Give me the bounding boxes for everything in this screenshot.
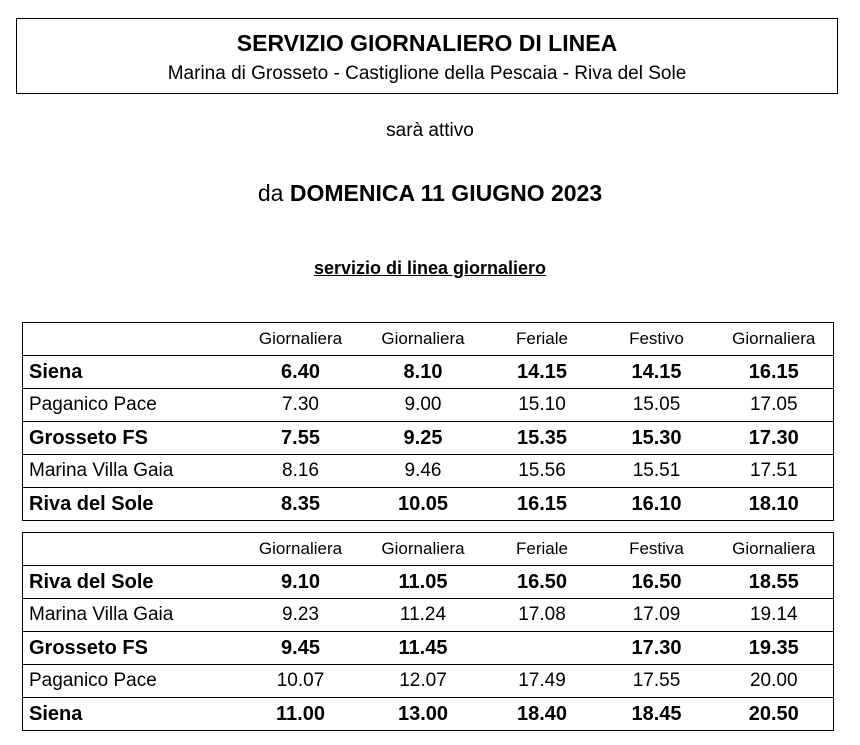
departure-time: 13.00: [361, 698, 486, 731]
table-row: [23, 632, 834, 665]
departure-time: 9.45: [241, 632, 361, 665]
departure-time: 12.07: [361, 665, 486, 698]
stop-name: Paganico Pace: [23, 665, 241, 698]
departure-time: 8.35: [241, 488, 361, 521]
departure-time: 6.40: [241, 356, 361, 389]
departure-time: 17.09: [599, 599, 715, 632]
departure-time: 9.46: [361, 455, 486, 488]
departure-time: 17.30: [715, 422, 834, 455]
table-row: [23, 566, 834, 599]
timetable-outbound: [22, 322, 834, 521]
table-row: [23, 599, 834, 632]
day-type-header: Giornaliera: [715, 533, 834, 566]
timetable-body: [23, 323, 834, 521]
header-corner-cell: [23, 533, 241, 566]
departure-time: 20.50: [715, 698, 834, 731]
day-type-header: Giornaliera: [361, 323, 486, 356]
departure-time: 17.08: [486, 599, 599, 632]
day-type-header: Feriale: [486, 323, 599, 356]
day-type-header: Festivo: [599, 323, 715, 356]
departure-time: 9.23: [241, 599, 361, 632]
departure-time: 16.50: [599, 566, 715, 599]
departure-time: 17.30: [599, 632, 715, 665]
departure-time: 11.45: [361, 632, 486, 665]
header-box: [16, 18, 838, 94]
departure-time: 18.45: [599, 698, 715, 731]
stop-name: Riva del Sole: [23, 488, 241, 521]
departure-time: 15.05: [599, 389, 715, 422]
header-row: [23, 323, 834, 356]
table-row: [23, 356, 834, 389]
departure-time: 17.05: [715, 389, 834, 422]
date-value: DOMENICA 11 GIUGNO 2023: [289, 180, 603, 206]
departure-time: 7.55: [241, 422, 361, 455]
departure-time: 15.10: [486, 389, 599, 422]
departure-time: 19.35: [715, 632, 834, 665]
departure-time: 15.35: [486, 422, 599, 455]
departure-time: 8.16: [241, 455, 361, 488]
departure-time: 17.49: [486, 665, 599, 698]
departure-time: 15.30: [599, 422, 715, 455]
departure-time: 16.10: [599, 488, 715, 521]
stop-name: Marina Villa Gaia: [23, 455, 241, 488]
day-type-header: Giornaliera: [241, 533, 361, 566]
departure-time: 17.51: [715, 455, 834, 488]
departure-time: 15.56: [486, 455, 599, 488]
departure-time: 8.10: [361, 356, 486, 389]
active-text: sarà attivo: [386, 120, 474, 141]
stop-name: Siena: [23, 698, 241, 731]
date-prefix: da: [257, 180, 290, 206]
timetable-body: [23, 533, 834, 731]
departure-time: [486, 632, 599, 665]
departure-time: 18.40: [486, 698, 599, 731]
departure-time: 11.05: [361, 566, 486, 599]
departure-time: 9.10: [241, 566, 361, 599]
stop-name: Siena: [23, 356, 241, 389]
departure-time: 19.14: [715, 599, 834, 632]
stop-name: Paganico Pace: [23, 389, 241, 422]
departure-time: 9.00: [361, 389, 486, 422]
day-type-header: Giornaliera: [361, 533, 486, 566]
start-date: [0, 180, 860, 207]
table-row: [23, 422, 834, 455]
departure-time: 7.30: [241, 389, 361, 422]
departure-time: 16.15: [715, 356, 834, 389]
departure-time: 11.00: [241, 698, 361, 731]
departure-time: 20.00: [715, 665, 834, 698]
departure-time: 16.50: [486, 566, 599, 599]
departure-time: 16.15: [486, 488, 599, 521]
stop-name: Grosseto FS: [23, 632, 241, 665]
day-type-header: Feriale: [486, 533, 599, 566]
stop-name: Marina Villa Gaia: [23, 599, 241, 632]
table-row: [23, 488, 834, 521]
day-type-header: Giornaliera: [241, 323, 361, 356]
departure-time: 11.24: [361, 599, 486, 632]
stop-name: Riva del Sole: [23, 566, 241, 599]
departure-time: 15.51: [599, 455, 715, 488]
departure-time: 10.05: [361, 488, 486, 521]
header-row: [23, 533, 834, 566]
table-row: [23, 698, 834, 731]
departure-time: 9.25: [361, 422, 486, 455]
stop-name: Grosseto FS: [23, 422, 241, 455]
service-label: servizio di linea giornaliero: [313, 258, 547, 278]
departure-time: 14.15: [486, 356, 599, 389]
departure-time: 17.55: [599, 665, 715, 698]
route-subtitle: Marina di Grosseto - Castiglione della Pescaia - Riva del Sole: [167, 63, 687, 84]
timetable-return: [22, 532, 834, 731]
day-type-header: Festiva: [599, 533, 715, 566]
departure-time: 14.15: [599, 356, 715, 389]
departure-time: 18.10: [715, 488, 834, 521]
table-row: [23, 389, 834, 422]
page-title: SERVIZIO GIORNALIERO DI LINEA: [236, 30, 618, 56]
header-corner-cell: [23, 323, 241, 356]
departure-time: 10.07: [241, 665, 361, 698]
table-row: [23, 455, 834, 488]
day-type-header: Giornaliera: [715, 323, 834, 356]
table-row: [23, 665, 834, 698]
departure-time: 18.55: [715, 566, 834, 599]
